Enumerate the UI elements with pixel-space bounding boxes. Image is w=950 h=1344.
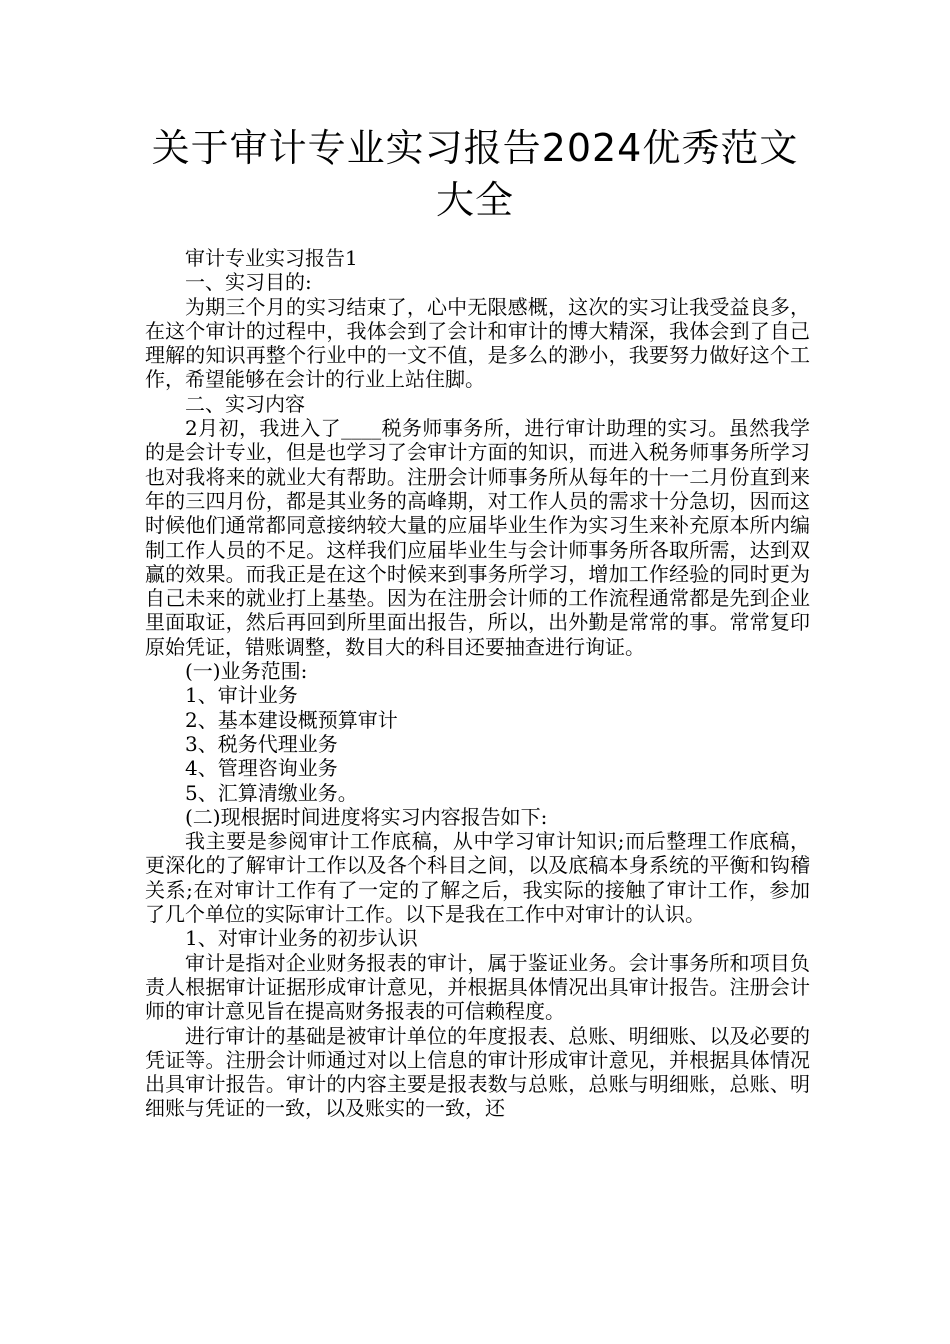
list-item: 1、审计业务 [185, 683, 298, 708]
document-title [100, 122, 850, 226]
document-body [145, 246, 810, 1121]
list-item: 2、基本建设概预算审计 [185, 707, 398, 732]
title-line-1: 关于审计专业实习报告2024优秀范文 [151, 126, 799, 170]
paragraph: 进行审计的基础是被审计单位的年度报表、总账、明细账、以及必要的凭证等。注册会计师通过对以上信息的审计形成审计意见，并根据具体情况出具审计报告。审计的内容主要是报表数与总账，总账与明细账，总账、明细账与凭证的一致，以及账实的一致，还 [145, 1023, 810, 1121]
paragraph: 审计是指对企业财务报表的审计，属于鉴证业务。会计事务所和项目负责人根据审计证据形成审计意见，并根据具体情况出具审计报告。注册会计师的审计意见旨在提高财务报表的可信赖程度。 [145, 950, 810, 1024]
title-line-2: 大全 [435, 178, 514, 222]
list-item: 5、汇算清缴业务。 [185, 780, 358, 805]
subsection-heading: (二)现根据时间进度将实习内容报告如下: [185, 804, 548, 829]
paragraph: 为期三个月的实习结束了，心中无限感概，这次的实习让我受益良多，在这个审计的过程中，我体会到了会计和审计的博大精深，我体会到了自己理解的知识再整个行业中的一文不值，是多么的渺小，我要努力做好这个工作，希望能够在会计的行业上站住脚。 [145, 294, 810, 392]
subsection-heading: 一、实习目的: [185, 270, 312, 295]
list-item: 3、税务代理业务 [185, 731, 338, 756]
paragraph: 我主要是参阅审计工作底稿，从中学习审计知识;而后整理工作底稿，更深化的了解审计工作以及各个科目之间，以及底稿本身系统的平衡和钩稽关系;在对审计工作有了一定的了解之后，我实际的接触了审计工作，参加了几个单位的实际审计工作。以下是我在工作中对审计的认识。 [145, 829, 810, 927]
section-heading: 审计专业实习报告1 [185, 246, 358, 270]
subsection-heading: 1、对审计业务的初步认识 [185, 926, 418, 951]
paragraph: 2月初，我进入了____税务师事务所，进行审计助理的实习。虽然我学的是会计专业，但是也学习了会审计方面的知识，而进入税务师事务所学习也对我将来的就业大有帮助。注册会计师事务所从每年的十一二月份直到来年的三四月份，都是其业务的高峰期，对工作人员的需求十分急切，因而这时候他们通常都同意接纳较大量的应届毕业生作为实习生来补充原本所内编制工作人员的不足。这样我们应届毕业生与会计师事务所各取所需，达到双赢的效果。而我正是在这个时候来到事务所学习，增加工作经验的同时更为自己未来的就业打上基垫。因为在注册会计师的工作流程通常都是先到企业里面取证，然后再回到所里面出报告，所以，出外勤是常常的事。常常复印原始凭证，错账调整，数目大的科目还要抽查进行询证。 [145, 416, 810, 659]
list-item: 4、管理咨询业务 [185, 756, 338, 781]
subsection-heading: (一)业务范围: [185, 659, 308, 684]
subsection-heading: 二、实习内容 [185, 391, 305, 416]
